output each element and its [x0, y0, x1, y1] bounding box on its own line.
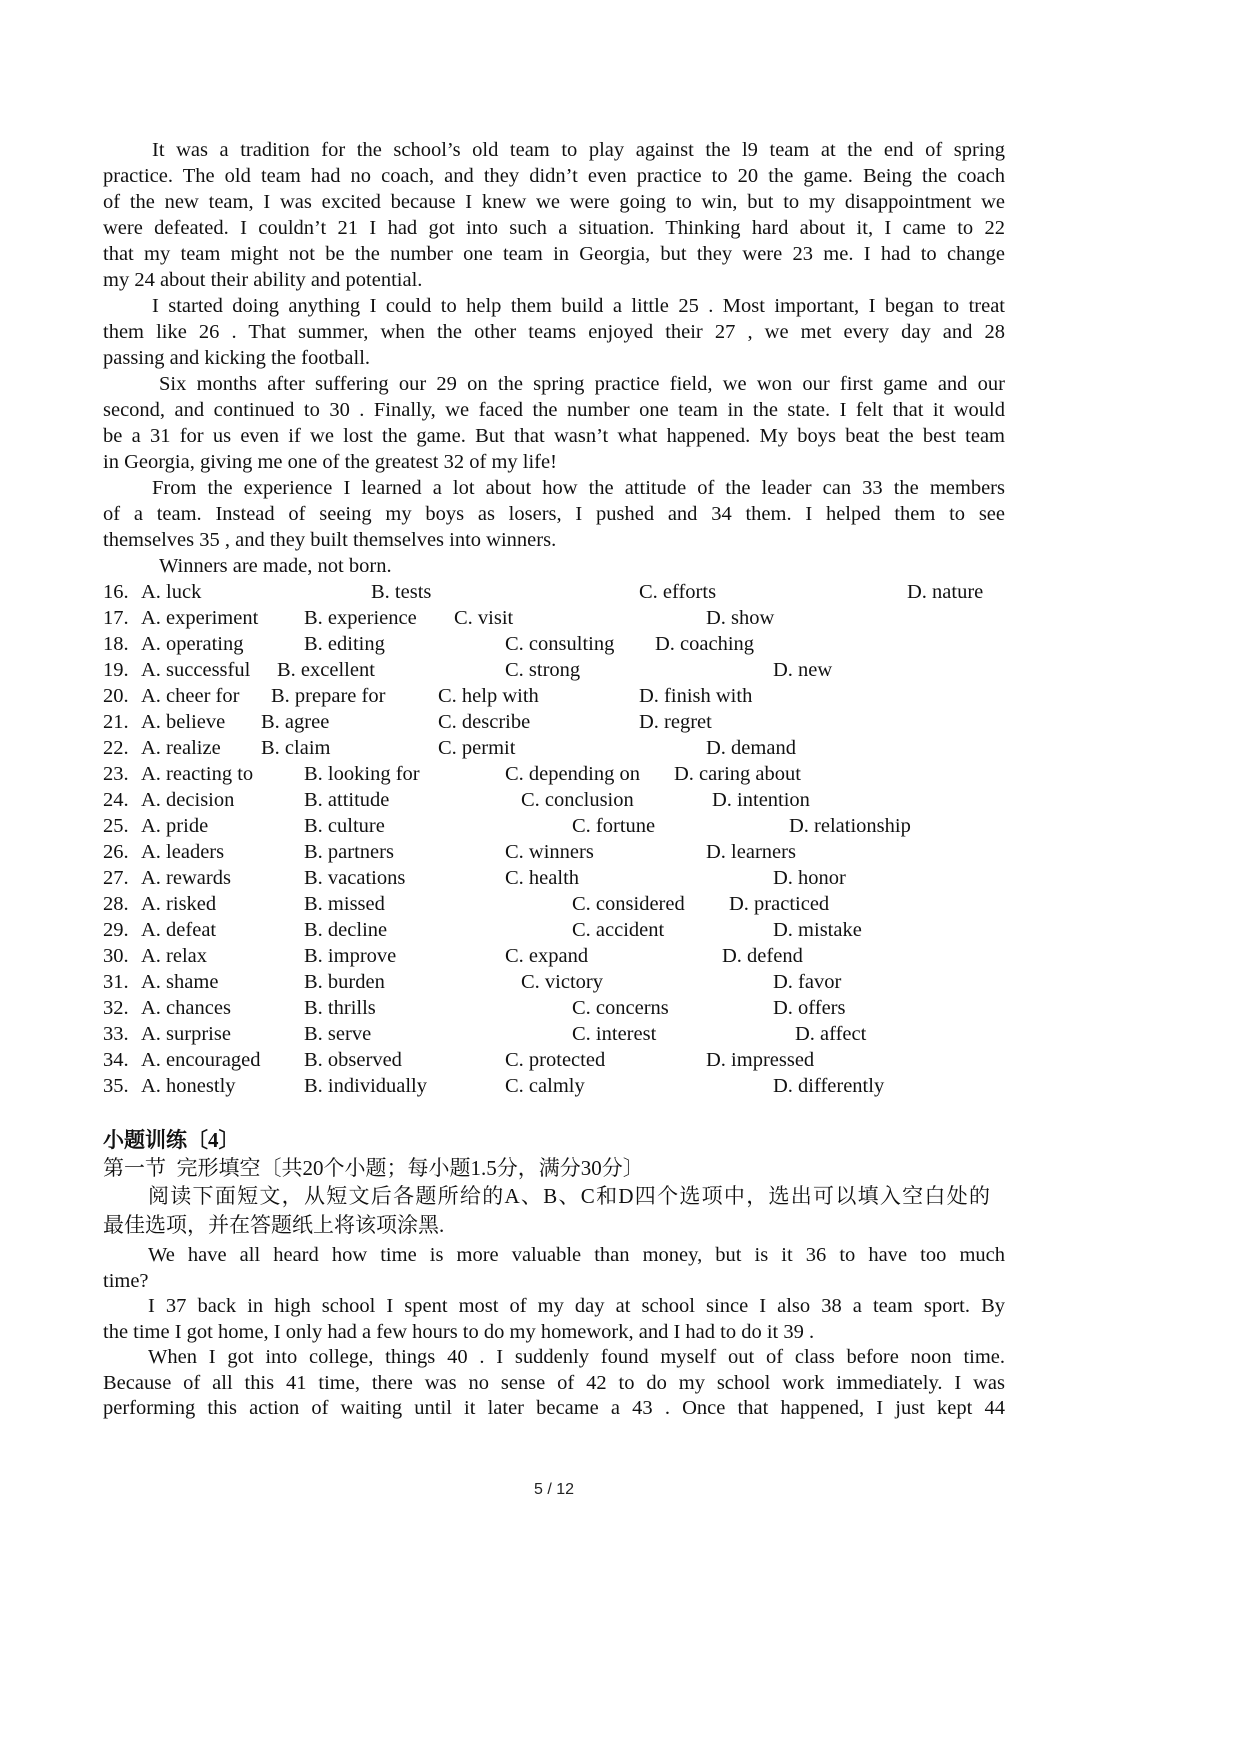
question-options-row: [103, 891, 1005, 917]
option-b: B. claim: [261, 737, 331, 759]
option-b: B. thrills: [304, 997, 376, 1019]
question-number: 16.: [103, 581, 129, 603]
option-a: A. defeat: [141, 919, 217, 941]
option-b: B. tests: [371, 581, 432, 603]
option-d: D. relationship: [789, 815, 911, 837]
option-c: C. fortune: [572, 815, 656, 837]
question-number: 28.: [103, 893, 129, 915]
passage-line: passing and kicking the football.: [103, 347, 371, 369]
passage-line: time?: [103, 1269, 149, 1292]
passage-line: When I got into college, things 40 . I suddenly found myself out of class before noon time.: [148, 1346, 1005, 1368]
passage-line: second, and continued to 30 . Finally, we faced the number one team in the state. I felt that it would: [103, 399, 1005, 421]
option-d: D. nature: [907, 581, 984, 603]
option-a: A. rewards: [141, 867, 231, 889]
question-number: 32.: [103, 997, 129, 1019]
passage-paragraph: [103, 293, 1005, 371]
option-d: D. differently: [773, 1075, 885, 1097]
question-number: 30.: [103, 945, 129, 967]
question-options-row: [103, 839, 1005, 865]
option-c: C. accident: [572, 919, 665, 941]
section-subheading: 第一节 完形填空〔共20个小题；每小题1.5分，满分30分〕: [103, 1156, 644, 1180]
question-number: 33.: [103, 1023, 129, 1045]
option-a: A. risked: [141, 893, 217, 915]
question-options-row: [103, 995, 1005, 1021]
option-d: D. finish with: [639, 685, 753, 707]
passage-line: Because of all this 41 time, there was no sense of 42 to do my school work immediately. I was: [103, 1371, 1005, 1394]
option-d: D. learners: [706, 841, 796, 863]
option-c: C. winners: [505, 841, 594, 863]
option-c: C. expand: [505, 945, 589, 967]
option-a: A. reacting to: [141, 763, 254, 785]
answer-options: [103, 579, 1005, 1099]
option-c: C. efforts: [639, 581, 717, 603]
passage-line: themselves 35 , and they built themselves into winners.: [103, 529, 557, 551]
practice-section: [103, 1126, 1005, 1422]
passage-line: We have all heard how time is more valuable than money, but is it 36 to have too much: [148, 1244, 1005, 1266]
option-d: D. affect: [795, 1023, 867, 1045]
option-a: A. realize: [141, 737, 221, 759]
question-options-row: [103, 917, 1005, 943]
question-number: 19.: [103, 659, 129, 681]
option-d: D. practiced: [729, 893, 830, 915]
option-d: D. caring about: [674, 763, 801, 785]
passage-closing-line: Winners are made, not born.: [159, 555, 392, 577]
passage-paragraph: [103, 1294, 1005, 1345]
question-options-row: [103, 1021, 1005, 1047]
passage-line: be a 31 for us even if we lost the game. But that wasn’t what happened. My boys beat the best team: [103, 425, 1005, 447]
question-number: 29.: [103, 919, 129, 941]
option-a: A. shame: [141, 971, 219, 993]
question-options-row: [103, 943, 1005, 969]
option-d: D. impressed: [706, 1049, 815, 1071]
option-b: B. observed: [304, 1049, 402, 1071]
question-number: 35.: [103, 1075, 129, 1097]
passage-line: were defeated. I couldn’t 21 I had got into such a situation. Thinking hard about it, I came to 22: [103, 217, 1005, 239]
option-d: D. mistake: [773, 919, 862, 941]
instructions-line: 阅读下面短文，从短文后各题所给的A、B、C和D四个选项中，选出可以填入空白处的: [148, 1184, 990, 1208]
option-c: C. protected: [505, 1049, 606, 1071]
passage-line: practice. The old team had no coach, and they didn’t even practice to 20 the game. Being the coach: [103, 165, 1005, 187]
passage-line: of the new team, I was excited because I knew we were going to win, but to my disappointment we: [103, 191, 1005, 213]
option-b: B. missed: [304, 893, 385, 915]
option-d: D. intention: [712, 789, 810, 811]
question-number: 21.: [103, 711, 129, 733]
question-number: 20.: [103, 685, 129, 707]
option-a: A. pride: [141, 815, 209, 837]
option-b: B. partners: [304, 841, 394, 863]
option-c: C. victory: [521, 971, 603, 993]
question-number: 18.: [103, 633, 129, 655]
question-number: 25.: [103, 815, 129, 837]
question-options-row: [103, 605, 1005, 631]
instructions-line: 最佳选项，并在答题纸上将该项涂黑.: [103, 1213, 445, 1237]
cloze-passage-1: [103, 137, 1005, 1099]
option-d: D. demand: [706, 737, 796, 759]
question-number: 34.: [103, 1049, 129, 1071]
passage-paragraph: [103, 1243, 1005, 1294]
passage-line: them like 26 . That summer, when the other teams enjoyed their 27 , we met every day and 28: [103, 321, 1005, 343]
passage-line: Six months after suffering our 29 on the spring practice field, we won our first game and our: [159, 373, 1005, 395]
question-options-row: [103, 787, 1005, 813]
option-b: B. vacations: [304, 867, 406, 889]
option-a: A. successful: [141, 659, 251, 681]
option-b: B. individually: [304, 1075, 427, 1097]
option-a: A. honestly: [141, 1075, 236, 1097]
passage-line: I 37 back in high school I spent most of my day at school since I also 38 a team sport. By: [148, 1295, 1005, 1317]
option-d: D. honor: [773, 867, 846, 889]
cloze-passage-2: [103, 1243, 1005, 1422]
option-c: C. permit: [438, 737, 516, 759]
option-a: A. luck: [141, 581, 202, 603]
passage-paragraph: [103, 475, 1005, 553]
option-c: C. describe: [438, 711, 531, 733]
passage-line: in Georgia, giving me one of the greatest 32 of my life!: [103, 451, 557, 473]
passage-line: performing this action of waiting until it later became a 43 . Once that happened, I just kept 44: [103, 1397, 1005, 1419]
option-c: C. help with: [438, 685, 539, 707]
question-options-row: [103, 657, 1005, 683]
option-a: A. decision: [141, 789, 235, 811]
option-a: A. encouraged: [141, 1049, 261, 1071]
option-d: D. defend: [722, 945, 803, 967]
question-options-row: [103, 969, 1005, 995]
option-c: C. calmly: [505, 1075, 585, 1097]
option-c: C. conclusion: [521, 789, 634, 811]
question-options-row: [103, 735, 1005, 761]
question-options-row: [103, 761, 1005, 787]
question-options-row: [103, 865, 1005, 891]
question-options-row: [103, 579, 1005, 605]
question-number: 23.: [103, 763, 129, 785]
option-a: A. cheer for: [141, 685, 240, 707]
option-d: D. regret: [639, 711, 712, 733]
question-number: 24.: [103, 789, 129, 811]
option-a: A. surprise: [141, 1023, 231, 1045]
option-b: B. culture: [304, 815, 385, 837]
question-options-row: [103, 709, 1005, 735]
question-number: 17.: [103, 607, 129, 629]
option-a: A. believe: [141, 711, 226, 733]
passage-line: I started doing anything I could to help them build a little 25 . Most important, I began to treat: [152, 295, 1005, 317]
option-d: D. show: [706, 607, 775, 629]
question-options-row: [103, 683, 1005, 709]
option-b: B. attitude: [304, 789, 390, 811]
question-number: 26.: [103, 841, 129, 863]
question-number: 27.: [103, 867, 129, 889]
passage-line: my 24 about their ability and potential.: [103, 269, 423, 291]
passage-line: that my team might not be the number one team in Georgia, but they were 23 me. I had to change: [103, 243, 1005, 265]
option-c: C. visit: [454, 607, 514, 629]
page-number: 5 / 12: [533, 1481, 575, 1498]
option-c: C. consulting: [505, 633, 615, 655]
option-a: A. operating: [141, 633, 244, 655]
question-number: 31.: [103, 971, 129, 993]
option-b: B. excellent: [277, 659, 375, 681]
option-c: C. strong: [505, 659, 581, 681]
passage-paragraph: [103, 1345, 1005, 1422]
option-b: B. decline: [304, 919, 388, 941]
question-number: 22.: [103, 737, 129, 759]
option-d: D. offers: [773, 997, 846, 1019]
option-b: B. prepare for: [271, 685, 386, 707]
option-c: C. interest: [572, 1023, 657, 1045]
option-a: A. leaders: [141, 841, 225, 863]
passage-paragraph: [103, 137, 1005, 293]
passage-line: of a team. Instead of seeing my boys as losers, I pushed and 34 them. I helped them to see: [103, 503, 1005, 525]
option-b: B. looking for: [304, 763, 420, 785]
option-b: B. experience: [304, 607, 417, 629]
option-c: C. concerns: [572, 997, 669, 1019]
option-c: C. depending on: [505, 763, 640, 785]
question-options-row: [103, 1047, 1005, 1073]
option-b: B. burden: [304, 971, 385, 993]
passage-line: From the experience I learned a lot about how the attitude of the leader can 33 the members: [152, 477, 1005, 499]
option-b: B. serve: [304, 1023, 372, 1045]
option-d: D. coaching: [655, 633, 755, 655]
section-heading: 小题训练〔4〕: [103, 1128, 240, 1152]
passage-line: the time I got home, I only had a few hours to do my homework, and I had to do it 39 .: [103, 1320, 815, 1343]
option-b: B. agree: [261, 711, 330, 733]
option-a: A. chances: [141, 997, 231, 1019]
option-b: B. improve: [304, 945, 397, 967]
question-options-row: [103, 1073, 1005, 1099]
option-b: B. editing: [304, 633, 385, 655]
passage-line: It was a tradition for the school’s old team to play against the l9 team at the end of spring: [152, 139, 1005, 161]
option-a: A. relax: [141, 945, 208, 967]
passage-paragraph: [103, 371, 1005, 475]
option-d: D. new: [773, 659, 833, 681]
question-options-row: [103, 813, 1005, 839]
option-a: A. experiment: [141, 607, 259, 629]
question-options-row: [103, 631, 1005, 657]
option-c: C. considered: [572, 893, 685, 915]
option-d: D. favor: [773, 971, 842, 993]
option-c: C. health: [505, 867, 580, 889]
passage-paragraph: [103, 553, 1005, 579]
